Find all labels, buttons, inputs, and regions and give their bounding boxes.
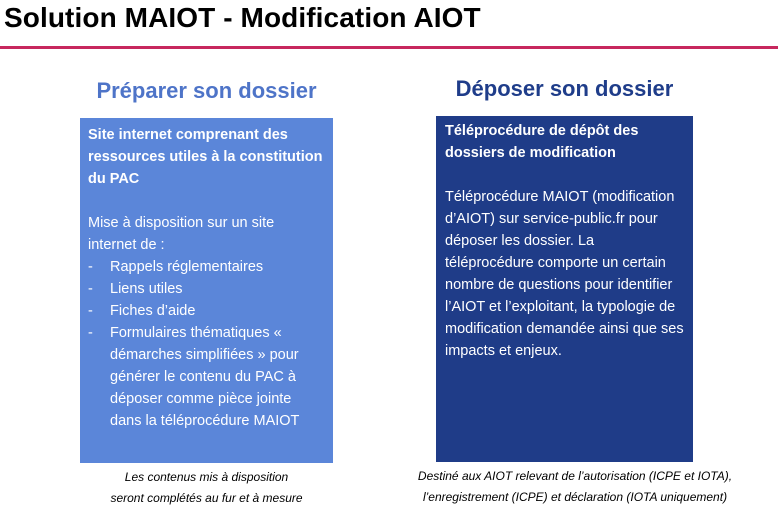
resource-list [88, 256, 325, 432]
submit-box-title: Téléprocédure de dépôt des dossiers de modification [445, 123, 639, 161]
prepare-intro: Mise à disposition sur un site internet de : [88, 215, 275, 253]
list-item: - Fiches d’aide [88, 300, 325, 322]
prepare-box-title: Site internet comprenant des ressources utiles à la constitution du PAC [88, 127, 323, 187]
slide-title: Solution MAIOT - Modification AIOT [4, 2, 481, 33]
list-item: - Liens utiles [88, 278, 325, 300]
submit-heading: Déposer son dossier [455, 76, 674, 101]
prepare-footnote: Les contenus mis à disposition seront complétés au fur et à mesure [110, 470, 303, 505]
title-underline [0, 46, 778, 49]
submit-body: Téléprocédure MAIOT (modification d’AIOT) sur service-public.fr pour déposer les dossier. La téléprocédure comporte un certain nombre de questions pour identifier l’AIOT et l’exploitant, la typologie de modification demandée ainsi que ses impacts et enjeux. [445, 189, 684, 359]
prepare-box [80, 118, 333, 463]
list-item: - Rappels réglementaires [88, 256, 325, 278]
submit-box [436, 116, 693, 462]
list-item: - Formulaires thématiques « démarches simplifiées » pour générer le contenu du PAC à déposer comme pièce jointe dans la téléprocédure MAIOT [88, 322, 325, 432]
submit-footnote: Destiné aux AIOT relevant de l’autorisation (ICPE et IOTA), l’enregistrement (ICPE) et déclaration (IOTA uniquement) [417, 469, 733, 504]
prepare-heading: Préparer son dossier [96, 78, 317, 103]
